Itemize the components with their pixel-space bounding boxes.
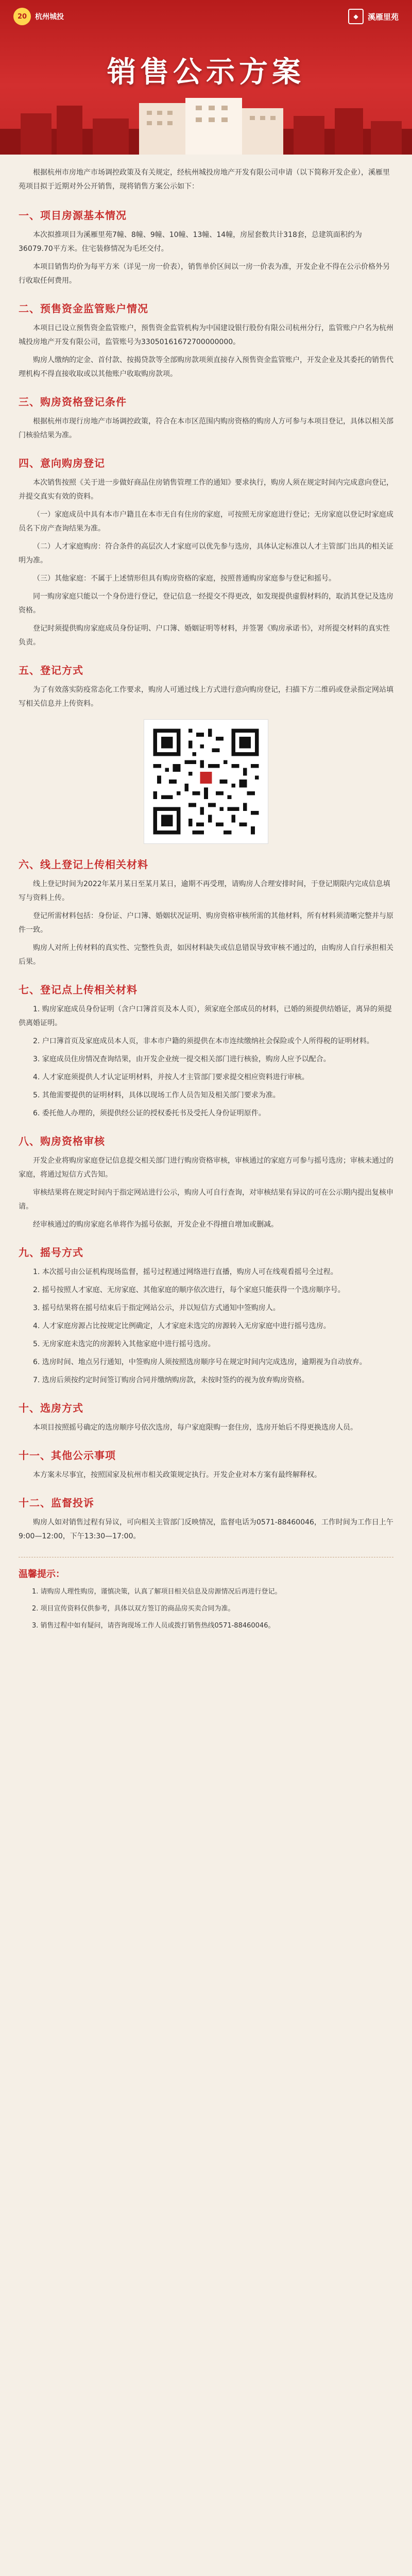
section-paragraph: 经审核通过的购房家庭名单将作为摇号依据，开发企业不得擅自增加或删减。 bbox=[33, 1221, 278, 1229]
developer-logo bbox=[13, 8, 64, 25]
section-paragraph: 1. 本次摇号由公证机构现场监督，摇号过程通过网络进行直播，购房人可在线观看摇号全过程。 bbox=[33, 1268, 338, 1276]
section-paragraph: 3. 摇号结果将在摇号结束后于指定网站公示，并以短信方式通知中签购房人。 bbox=[33, 1304, 280, 1312]
reminder-notice bbox=[19, 1557, 393, 1632]
section-paragraph: 6. 委托他人办理的，须提供经公证的授权委托书及受托人身份证明原件。 bbox=[33, 1109, 266, 1117]
section-registration bbox=[19, 455, 393, 650]
section-title: 一、项目房源基本情况 bbox=[19, 209, 127, 222]
section-lottery-method bbox=[19, 1244, 393, 1387]
section-paragraph: 审核结果将在规定时间内于指定网站进行公示，购房人可自行查询，对审核结果有异议的可在公示期内提出复核申请。 bbox=[19, 1189, 393, 1211]
section-title: 五、登记方式 bbox=[19, 664, 83, 676]
section-paragraph: （一）家庭成员中具有本市户籍且在本市无自有住房的家庭，可按照无房家庭进行登记；无房家庭以登记时家庭成员名下房产查询结果为准。 bbox=[19, 511, 393, 533]
project-name: 溪雁里苑 bbox=[367, 12, 399, 22]
qr-code-icon[interactable] bbox=[144, 719, 268, 844]
section-paragraph: 登记所需材料包括：身份证、户口簿、婚姻状况证明、购房资格审核所需的其他材料，所有材料须清晰完整并与原件一致。 bbox=[19, 912, 393, 934]
section-title: 四、意向购房登记 bbox=[19, 457, 105, 469]
section-paragraph: 购房人对所上传材料的真实性、完整性负责，如因材料缺失或信息错误导致审核不通过的，由购房人自行承担相关后果。 bbox=[19, 944, 393, 966]
section-online-upload bbox=[19, 856, 393, 969]
notice-title: 温馨提示： bbox=[19, 1569, 65, 1580]
section-paragraph: 本项目销售均价为每平方米（详见一房一价表），销售单价区间以一房一价表为准，开发企业不得在公示价格外另行收取任何费用。 bbox=[19, 263, 390, 285]
section-paragraph: 本项目已设立预售资金监管账户，预售资金监管机构为中国建设银行股份有限公司杭州分行，监管账户户名为杭州城投房地产开发有限公司，监管账号为33050161672700000000。 bbox=[19, 324, 393, 346]
section-title: 六、线上登记上传相关材料 bbox=[19, 858, 148, 871]
project-logo bbox=[348, 9, 399, 24]
developer-name: 杭州城投 bbox=[35, 13, 64, 21]
section-title: 八、购房资格审核 bbox=[19, 1135, 105, 1147]
section-paragraph: 线上登记时间为2022年某月某日至某月某日，逾期不再受理，请购房人合理安排时间，于登记期限内完成信息填写与资料上传。 bbox=[19, 880, 390, 902]
section-paragraph: 登记时须提供购房家庭成员身份证明、户口簿、婚姻证明等材料，并签署《购房承诺书》，对所提交材料的真实性负责。 bbox=[19, 624, 390, 647]
section-paragraph: 购房人缴纳的定金、首付款、按揭贷款等全部购房款项须直接存入预售资金监管账户，开发企业及其委托的销售代理机构不得直接收取或以其他账户收取购房款项。 bbox=[19, 356, 393, 378]
section-qualification-review bbox=[19, 1133, 393, 1232]
section-paragraph: 为了有效落实防疫常态化工作要求，购房人可通过线上方式进行意向购房登记，扫描下方二维码或登录指定网站填写相关信息并上传资料。 bbox=[19, 686, 393, 708]
section-paragraph: （三）其他家庭：不属于上述情形但具有购房资格的家庭，按照普通购房家庭参与登记和摇号。 bbox=[33, 574, 336, 583]
project-logo-icon: ◆ bbox=[348, 9, 364, 24]
section-paragraph: （二）人才家庭购房：符合条件的高层次人才家庭可以优先参与选房，具体认定标准以人才主管部门出具的相关证明为准。 bbox=[19, 543, 393, 565]
section-paragraph: 同一购房家庭只能以一个身份进行登记，登记信息一经提交不得更改，如发现提供虚假材料的，取消其登记及选房资格。 bbox=[19, 592, 393, 615]
section-paragraph: 1. 购房家庭成员身份证明（含户口簿首页及本人页），须家庭全部成员的材料，已婚的须提供结婚证，离异的须提供离婚证明。 bbox=[19, 1005, 392, 1027]
section-paragraph: 开发企业将购房家庭登记信息提交相关部门进行购房资格审核，审核通过的家庭方可参与摇号选房；审核未通过的家庭，将通过短信方式告知。 bbox=[19, 1157, 393, 1179]
section-title: 九、摇号方式 bbox=[19, 1246, 83, 1259]
header-banner bbox=[0, 0, 412, 155]
intro-paragraph: 根据杭州市房地产市场调控政策及有关规定，经杭州城投房地产开发有限公司申请（以下简称开发企业），溪雁里苑项目拟于近期对外公开销售，现将销售方案公示如下： bbox=[19, 168, 390, 191]
section-paragraph: 3. 家庭成员住房情况查询结果，由开发企业统一提交相关部门进行核验，购房人应予以配合。 bbox=[33, 1055, 331, 1063]
section-paragraph: 本项目按照摇号确定的选房顺序号依次选房，每户家庭限购一套住房，选房开始后不得更换选房人员。 bbox=[33, 1423, 357, 1432]
section-title: 十、选房方式 bbox=[19, 1402, 83, 1414]
section-paragraph: 本次拟推项目为溪雁里苑7幢、8幢、9幢、10幢、13幢、14幢，房屋套数共计318套，总建筑面积约为36079.70平方米。住宅装修情况为毛坯交付。 bbox=[19, 231, 362, 253]
section-registration-method bbox=[19, 662, 393, 844]
section-paragraph: 6. 选房时间、地点另行通知，中签购房人须按照选房顺序号在规定时间内完成选房，逾期视为自动放弃。 bbox=[33, 1358, 367, 1366]
section-paragraph: 5. 其他需要提供的证明材料，具体以现场工作人员告知及相关部门要求为准。 bbox=[33, 1091, 280, 1099]
building-skyline-illustration bbox=[0, 93, 412, 155]
section-project-info bbox=[19, 207, 393, 288]
section-title: 三、购房资格登记条件 bbox=[19, 396, 127, 408]
section-title: 二、预售资金监管账户情况 bbox=[19, 302, 148, 315]
notice-paragraph: 3. 销售过程中如有疑问，请咨询现场工作人员或拨打销售热线0571-88460046。 bbox=[32, 1622, 275, 1630]
section-onsite-upload bbox=[19, 981, 393, 1121]
section-paragraph: 根据杭州市现行房地产市场调控政策，符合在本市区范围内购房资格的购房人方可参与本项目登记，具体以相关部门核验结果为准。 bbox=[19, 417, 393, 439]
anniversary-badge-icon: 20 bbox=[13, 8, 31, 25]
section-selection-method bbox=[19, 1400, 393, 1435]
section-paragraph: 2. 户口簿首页及家庭成员本人页，非本市户籍的须提供在本市连续缴纳社会保险或个人所得税的证明材料。 bbox=[33, 1037, 374, 1045]
banner-topbar bbox=[0, 0, 412, 33]
section-paragraph: 2. 摇号按照人才家庭、无房家庭、其他家庭的顺序依次进行，每个家庭只能获得一个选房顺序号。 bbox=[33, 1286, 345, 1294]
section-title: 十一、其他公示事项 bbox=[19, 1449, 116, 1462]
page-title: 销售公示方案 bbox=[107, 56, 305, 89]
section-escrow-account bbox=[19, 300, 393, 381]
section-other-matters bbox=[19, 1447, 393, 1482]
section-paragraph: 5. 无房家庭未选完的房源转入其他家庭中进行摇号选房。 bbox=[33, 1340, 215, 1348]
announcement-body bbox=[0, 155, 412, 1632]
section-eligibility bbox=[19, 394, 393, 443]
section-title: 十二、监督投诉 bbox=[19, 1497, 94, 1509]
section-paragraph: 4. 人才家庭房源占比按规定比例确定，人才家庭未选完的房源转入无房家庭中进行摇号选房。 bbox=[33, 1322, 331, 1330]
notice-paragraph: 2. 项目宣传资料仅供参考，具体以双方签订的商品房买卖合同为准。 bbox=[32, 1605, 235, 1613]
qr-code-container bbox=[19, 719, 393, 844]
section-paragraph: 本次销售按照《关于进一步做好商品住房销售管理工作的通知》要求执行，购房人须在规定时间内完成意向登记，并提交真实有效的资料。 bbox=[19, 479, 393, 501]
section-paragraph: 7. 选房后须按约定时间签订购房合同并缴纳购房款，未按时签约的视为放弃购房资格。 bbox=[33, 1376, 309, 1384]
section-supervision bbox=[19, 1495, 393, 1544]
section-title: 七、登记点上传相关材料 bbox=[19, 984, 138, 996]
section-paragraph: 购房人如对销售过程有异议，可向相关主管部门反映情况，监督电话为0571-88460046，工作时间为工作日上午9:00—12:00，下午13:30—17:00。 bbox=[19, 1518, 393, 1540]
notice-paragraph: 1. 请购房人理性购房，谨慎决策，认真了解项目相关信息及房源情况后再进行登记。 bbox=[32, 1588, 282, 1596]
section-paragraph: 本方案未尽事宜，按照国家及杭州市相关政策规定执行。开发企业对本方案有最终解释权。 bbox=[33, 1471, 321, 1479]
section-paragraph: 4. 人才家庭须提供人才认定证明材料，并按人才主管部门要求提交相应资料进行审核。 bbox=[33, 1073, 309, 1081]
